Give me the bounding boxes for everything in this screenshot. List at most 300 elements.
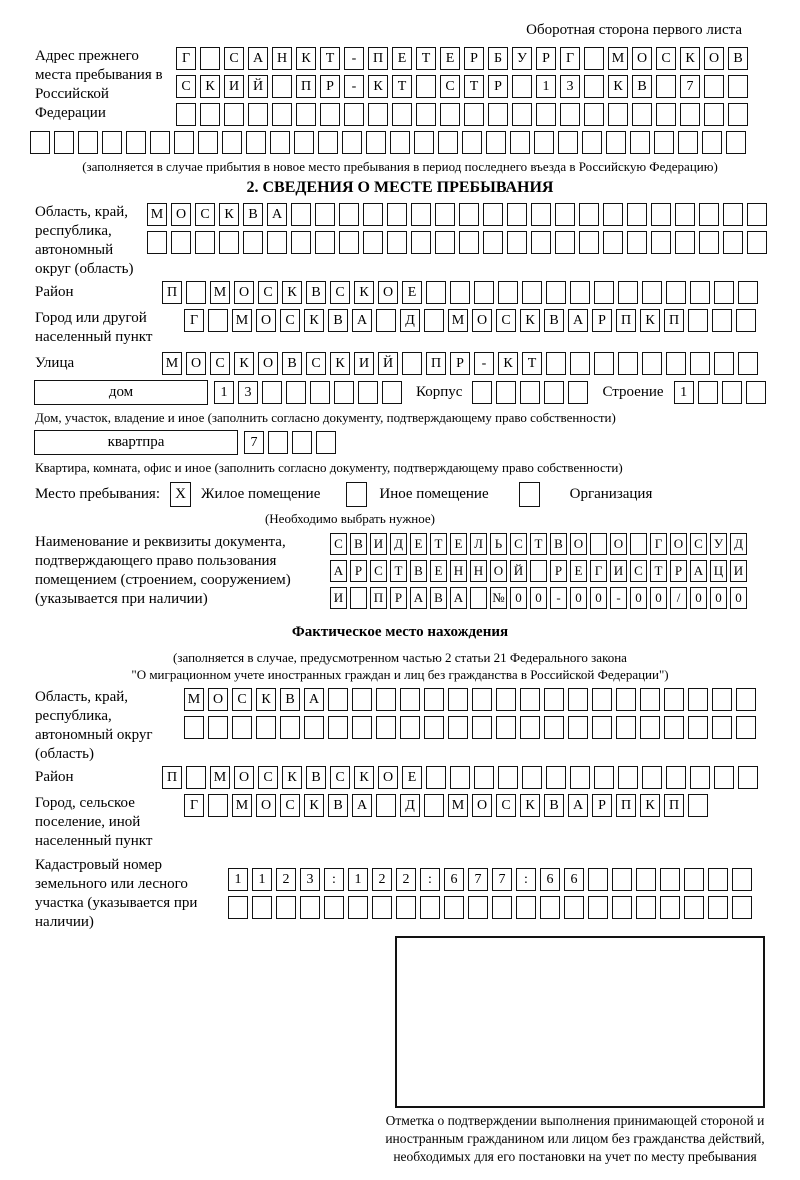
char-cell[interactable] — [396, 896, 416, 919]
char-cell[interactable]: А — [568, 309, 588, 332]
char-cell[interactable]: О — [472, 309, 492, 332]
char-cell[interactable] — [636, 896, 656, 919]
char-cell[interactable] — [376, 716, 396, 739]
char-cell[interactable]: С — [330, 533, 347, 555]
char-cell[interactable] — [726, 131, 746, 154]
char-cell[interactable] — [272, 75, 292, 98]
char-cell[interactable]: К — [330, 352, 350, 375]
char-cell[interactable] — [126, 131, 146, 154]
char-cell[interactable]: Й — [378, 352, 398, 375]
char-cell[interactable] — [640, 688, 660, 711]
char-cell[interactable] — [690, 352, 710, 375]
char-cell[interactable]: П — [664, 794, 684, 817]
char-cell[interactable] — [444, 896, 464, 919]
char-cell[interactable]: А — [450, 587, 467, 609]
char-cell[interactable] — [510, 131, 530, 154]
char-cell[interactable] — [276, 896, 296, 919]
char-cell[interactable] — [520, 716, 540, 739]
char-cell[interactable] — [390, 131, 410, 154]
char-cell[interactable]: 6 — [564, 868, 584, 891]
char-cell[interactable] — [558, 131, 578, 154]
char-cell[interactable]: О — [704, 47, 724, 70]
char-cell[interactable] — [256, 716, 276, 739]
char-cell[interactable]: И — [370, 533, 387, 555]
char-cell[interactable] — [270, 131, 290, 154]
char-cell[interactable]: М — [162, 352, 182, 375]
char-cell[interactable]: В — [410, 560, 427, 582]
char-cell[interactable] — [316, 431, 336, 454]
char-cell[interactable] — [474, 766, 494, 789]
char-cell[interactable] — [496, 688, 516, 711]
char-cell[interactable]: 3 — [560, 75, 580, 98]
char-cell[interactable]: О — [378, 281, 398, 304]
char-cell[interactable] — [544, 688, 564, 711]
char-cell[interactable] — [488, 103, 508, 126]
char-cell[interactable]: Е — [440, 47, 460, 70]
char-cell[interactable] — [708, 868, 728, 891]
char-cell[interactable]: - — [550, 587, 567, 609]
char-cell[interactable] — [664, 716, 684, 739]
char-cell[interactable] — [262, 381, 282, 404]
char-cell[interactable]: У — [512, 47, 532, 70]
char-cell[interactable] — [666, 766, 686, 789]
char-cell[interactable]: А — [690, 560, 707, 582]
char-cell[interactable]: К — [256, 688, 276, 711]
char-cell[interactable] — [618, 766, 638, 789]
char-cell[interactable]: О — [256, 309, 276, 332]
char-cell[interactable] — [294, 131, 314, 154]
char-cell[interactable]: № — [490, 587, 507, 609]
char-cell[interactable]: С — [630, 560, 647, 582]
char-cell[interactable] — [228, 896, 248, 919]
char-cell[interactable] — [555, 231, 575, 254]
char-cell[interactable]: Е — [450, 533, 467, 555]
char-cell[interactable] — [608, 103, 628, 126]
char-cell[interactable]: В — [544, 794, 564, 817]
char-cell[interactable]: Е — [570, 560, 587, 582]
char-cell[interactable] — [470, 587, 487, 609]
char-cell[interactable] — [568, 688, 588, 711]
char-cell[interactable]: А — [267, 203, 287, 226]
char-cell[interactable] — [424, 794, 444, 817]
char-cell[interactable]: Р — [536, 47, 556, 70]
char-cell[interactable]: Б — [488, 47, 508, 70]
char-cell[interactable] — [594, 766, 614, 789]
char-cell[interactable] — [664, 688, 684, 711]
char-cell[interactable]: М — [184, 688, 204, 711]
char-cell[interactable]: 1 — [674, 381, 694, 404]
char-cell[interactable] — [520, 381, 540, 404]
char-cell[interactable] — [414, 131, 434, 154]
char-cell[interactable] — [606, 131, 626, 154]
char-cell[interactable] — [348, 896, 368, 919]
char-cell[interactable]: К — [368, 75, 388, 98]
residence-checkbox-zhiloe[interactable]: X — [170, 482, 191, 507]
char-cell[interactable]: К — [640, 794, 660, 817]
char-cell[interactable] — [690, 766, 710, 789]
char-cell[interactable] — [584, 103, 604, 126]
char-cell[interactable] — [520, 688, 540, 711]
char-cell[interactable] — [248, 103, 268, 126]
char-cell[interactable] — [426, 766, 446, 789]
char-cell[interactable] — [698, 381, 718, 404]
char-cell[interactable] — [616, 716, 636, 739]
char-cell[interactable] — [350, 587, 367, 609]
char-cell[interactable] — [592, 716, 612, 739]
char-cell[interactable]: Ц — [710, 560, 727, 582]
char-cell[interactable]: - — [474, 352, 494, 375]
char-cell[interactable] — [315, 231, 335, 254]
char-cell[interactable]: 1 — [228, 868, 248, 891]
char-cell[interactable] — [603, 203, 623, 226]
char-cell[interactable]: Г — [184, 794, 204, 817]
char-cell[interactable] — [352, 688, 372, 711]
char-cell[interactable]: И — [610, 560, 627, 582]
char-cell[interactable] — [450, 281, 470, 304]
char-cell[interactable] — [688, 688, 708, 711]
char-cell[interactable]: 2 — [396, 868, 416, 891]
char-cell[interactable]: С — [690, 533, 707, 555]
char-cell[interactable] — [320, 103, 340, 126]
char-cell[interactable] — [296, 103, 316, 126]
char-cell[interactable] — [544, 381, 564, 404]
char-cell[interactable] — [315, 203, 335, 226]
char-cell[interactable] — [642, 766, 662, 789]
char-cell[interactable] — [612, 868, 632, 891]
char-cell[interactable]: О — [610, 533, 627, 555]
char-cell[interactable] — [627, 231, 647, 254]
char-cell[interactable]: П — [616, 309, 636, 332]
char-cell[interactable] — [387, 231, 407, 254]
char-cell[interactable] — [222, 131, 242, 154]
char-cell[interactable] — [544, 716, 564, 739]
char-cell[interactable]: А — [352, 309, 372, 332]
char-cell[interactable] — [150, 131, 170, 154]
char-cell[interactable] — [424, 309, 444, 332]
char-cell[interactable]: Д — [400, 309, 420, 332]
char-cell[interactable]: И — [730, 560, 747, 582]
char-cell[interactable]: Т — [390, 560, 407, 582]
char-cell[interactable] — [603, 231, 623, 254]
char-cell[interactable]: 0 — [530, 587, 547, 609]
char-cell[interactable]: К — [219, 203, 239, 226]
char-cell[interactable]: Е — [402, 281, 422, 304]
char-cell[interactable] — [195, 231, 215, 254]
char-cell[interactable]: О — [256, 794, 276, 817]
char-cell[interactable]: И — [224, 75, 244, 98]
char-cell[interactable] — [712, 309, 732, 332]
char-cell[interactable]: П — [370, 587, 387, 609]
char-cell[interactable]: И — [330, 587, 347, 609]
char-cell[interactable]: : — [324, 868, 344, 891]
char-cell[interactable] — [411, 231, 431, 254]
char-cell[interactable]: И — [354, 352, 374, 375]
char-cell[interactable] — [200, 47, 220, 70]
char-cell[interactable]: М — [147, 203, 167, 226]
char-cell[interactable]: О — [490, 560, 507, 582]
char-cell[interactable] — [680, 103, 700, 126]
char-cell[interactable]: В — [280, 688, 300, 711]
char-cell[interactable]: 6 — [444, 868, 464, 891]
char-cell[interactable] — [594, 352, 614, 375]
char-cell[interactable] — [363, 231, 383, 254]
char-cell[interactable] — [198, 131, 218, 154]
char-cell[interactable] — [579, 203, 599, 226]
char-cell[interactable] — [200, 103, 220, 126]
char-cell[interactable] — [450, 766, 470, 789]
char-cell[interactable] — [568, 381, 588, 404]
char-cell[interactable] — [630, 533, 647, 555]
char-cell[interactable]: В — [544, 309, 564, 332]
char-cell[interactable]: С — [510, 533, 527, 555]
char-cell[interactable] — [472, 688, 492, 711]
char-cell[interactable] — [368, 103, 388, 126]
char-cell[interactable]: К — [200, 75, 220, 98]
char-cell[interactable] — [304, 716, 324, 739]
char-cell[interactable]: Т — [464, 75, 484, 98]
char-cell[interactable] — [176, 103, 196, 126]
char-cell[interactable] — [339, 203, 359, 226]
char-cell[interactable] — [416, 75, 436, 98]
char-cell[interactable]: О — [171, 203, 191, 226]
char-cell[interactable]: 0 — [630, 587, 647, 609]
char-cell[interactable]: В — [430, 587, 447, 609]
char-cell[interactable]: С — [258, 766, 278, 789]
char-cell[interactable] — [627, 203, 647, 226]
char-cell[interactable]: 0 — [690, 587, 707, 609]
char-cell[interactable]: Р — [390, 587, 407, 609]
char-cell[interactable] — [292, 431, 312, 454]
char-cell[interactable] — [147, 231, 167, 254]
char-cell[interactable]: 1 — [214, 381, 234, 404]
char-cell[interactable] — [708, 896, 728, 919]
char-cell[interactable] — [358, 381, 378, 404]
char-cell[interactable] — [570, 766, 590, 789]
char-cell[interactable]: Е — [430, 560, 447, 582]
residence-checkbox-inoe[interactable] — [346, 482, 367, 507]
char-cell[interactable] — [392, 103, 412, 126]
char-cell[interactable] — [723, 203, 743, 226]
char-cell[interactable] — [546, 352, 566, 375]
char-cell[interactable] — [208, 794, 228, 817]
char-cell[interactable] — [579, 231, 599, 254]
char-cell[interactable]: Р — [450, 352, 470, 375]
char-cell[interactable] — [411, 203, 431, 226]
char-cell[interactable]: К — [354, 281, 374, 304]
char-cell[interactable] — [675, 231, 695, 254]
char-cell[interactable] — [522, 766, 542, 789]
char-cell[interactable] — [492, 896, 512, 919]
char-cell[interactable] — [186, 766, 206, 789]
char-cell[interactable]: Т — [320, 47, 340, 70]
char-cell[interactable] — [310, 381, 330, 404]
char-cell[interactable] — [400, 688, 420, 711]
char-cell[interactable]: С — [330, 766, 350, 789]
char-cell[interactable] — [534, 131, 554, 154]
char-cell[interactable] — [632, 103, 652, 126]
char-cell[interactable]: М — [608, 47, 628, 70]
char-cell[interactable] — [507, 231, 527, 254]
char-cell[interactable] — [291, 203, 311, 226]
char-cell[interactable] — [736, 309, 756, 332]
char-cell[interactable] — [171, 231, 191, 254]
char-cell[interactable]: 2 — [276, 868, 296, 891]
char-cell[interactable]: Г — [176, 47, 196, 70]
char-cell[interactable]: : — [516, 868, 536, 891]
char-cell[interactable] — [675, 203, 695, 226]
char-cell[interactable]: Р — [320, 75, 340, 98]
char-cell[interactable]: С — [280, 794, 300, 817]
char-cell[interactable]: Е — [402, 766, 422, 789]
char-cell[interactable] — [318, 131, 338, 154]
char-cell[interactable] — [570, 352, 590, 375]
char-cell[interactable]: Т — [650, 560, 667, 582]
char-cell[interactable]: : — [420, 868, 440, 891]
char-cell[interactable] — [268, 431, 288, 454]
char-cell[interactable]: М — [448, 794, 468, 817]
char-cell[interactable] — [280, 716, 300, 739]
char-cell[interactable] — [588, 868, 608, 891]
char-cell[interactable]: М — [448, 309, 468, 332]
char-cell[interactable]: 1 — [348, 868, 368, 891]
char-cell[interactable] — [594, 281, 614, 304]
char-cell[interactable]: П — [368, 47, 388, 70]
char-cell[interactable]: А — [352, 794, 372, 817]
char-cell[interactable] — [546, 281, 566, 304]
char-cell[interactable] — [376, 688, 396, 711]
char-cell[interactable]: В — [282, 352, 302, 375]
char-cell[interactable] — [722, 381, 742, 404]
char-cell[interactable]: Е — [410, 533, 427, 555]
char-cell[interactable]: Т — [430, 533, 447, 555]
char-cell[interactable]: К — [608, 75, 628, 98]
char-cell[interactable]: Д — [400, 794, 420, 817]
char-cell[interactable] — [291, 231, 311, 254]
char-cell[interactable]: П — [296, 75, 316, 98]
char-cell[interactable]: С — [370, 560, 387, 582]
char-cell[interactable] — [732, 896, 752, 919]
char-cell[interactable] — [496, 381, 516, 404]
char-cell[interactable] — [300, 896, 320, 919]
char-cell[interactable]: К — [520, 794, 540, 817]
char-cell[interactable]: С — [306, 352, 326, 375]
char-cell[interactable] — [660, 896, 680, 919]
char-cell[interactable] — [736, 716, 756, 739]
char-cell[interactable]: В — [306, 766, 326, 789]
char-cell[interactable] — [616, 688, 636, 711]
char-cell[interactable] — [560, 103, 580, 126]
char-cell[interactable] — [712, 688, 732, 711]
char-cell[interactable] — [272, 103, 292, 126]
char-cell[interactable] — [435, 231, 455, 254]
char-cell[interactable] — [387, 203, 407, 226]
char-cell[interactable]: 0 — [590, 587, 607, 609]
char-cell[interactable] — [363, 203, 383, 226]
char-cell[interactable]: Е — [392, 47, 412, 70]
char-cell[interactable]: Д — [390, 533, 407, 555]
char-cell[interactable] — [656, 75, 676, 98]
char-cell[interactable]: О — [258, 352, 278, 375]
char-cell[interactable] — [651, 203, 671, 226]
char-cell[interactable] — [738, 352, 758, 375]
char-cell[interactable]: 7 — [492, 868, 512, 891]
char-cell[interactable] — [516, 896, 536, 919]
char-cell[interactable] — [540, 896, 560, 919]
char-cell[interactable] — [440, 103, 460, 126]
char-cell[interactable] — [570, 281, 590, 304]
char-cell[interactable]: Д — [730, 533, 747, 555]
char-cell[interactable] — [342, 131, 362, 154]
char-cell[interactable] — [736, 688, 756, 711]
char-cell[interactable]: О — [378, 766, 398, 789]
char-cell[interactable] — [426, 281, 446, 304]
char-cell[interactable] — [712, 716, 732, 739]
char-cell[interactable] — [186, 281, 206, 304]
char-cell[interactable]: С — [258, 281, 278, 304]
char-cell[interactable] — [208, 309, 228, 332]
char-cell[interactable] — [618, 281, 638, 304]
kvartira-box[interactable]: квартпра — [34, 430, 238, 455]
char-cell[interactable] — [328, 688, 348, 711]
char-cell[interactable]: 0 — [730, 587, 747, 609]
char-cell[interactable]: Н — [470, 560, 487, 582]
char-cell[interactable] — [498, 281, 518, 304]
char-cell[interactable] — [666, 281, 686, 304]
char-cell[interactable] — [464, 103, 484, 126]
char-cell[interactable] — [714, 352, 734, 375]
char-cell[interactable] — [660, 868, 680, 891]
char-cell[interactable] — [640, 716, 660, 739]
char-cell[interactable]: В — [306, 281, 326, 304]
char-cell[interactable] — [612, 896, 632, 919]
char-cell[interactable]: 2 — [372, 868, 392, 891]
char-cell[interactable] — [564, 896, 584, 919]
char-cell[interactable]: Г — [560, 47, 580, 70]
char-cell[interactable] — [376, 794, 396, 817]
char-cell[interactable] — [366, 131, 386, 154]
char-cell[interactable] — [746, 381, 766, 404]
char-cell[interactable]: Н — [272, 47, 292, 70]
char-cell[interactable]: В — [243, 203, 263, 226]
char-cell[interactable] — [714, 766, 734, 789]
char-cell[interactable]: Г — [590, 560, 607, 582]
char-cell[interactable] — [732, 868, 752, 891]
char-cell[interactable] — [424, 716, 444, 739]
char-cell[interactable] — [738, 281, 758, 304]
char-cell[interactable]: К — [296, 47, 316, 70]
char-cell[interactable] — [656, 103, 676, 126]
char-cell[interactable]: / — [670, 587, 687, 609]
char-cell[interactable] — [590, 533, 607, 555]
char-cell[interactable] — [584, 47, 604, 70]
char-cell[interactable] — [184, 716, 204, 739]
char-cell[interactable]: С — [656, 47, 676, 70]
char-cell[interactable]: 0 — [650, 587, 667, 609]
char-cell[interactable] — [704, 103, 724, 126]
char-cell[interactable]: П — [162, 281, 182, 304]
char-cell[interactable] — [684, 868, 704, 891]
char-cell[interactable]: А — [568, 794, 588, 817]
char-cell[interactable] — [243, 231, 263, 254]
char-cell[interactable]: К — [304, 794, 324, 817]
char-cell[interactable] — [420, 896, 440, 919]
char-cell[interactable] — [468, 896, 488, 919]
char-cell[interactable]: Р — [592, 794, 612, 817]
char-cell[interactable] — [728, 103, 748, 126]
char-cell[interactable] — [555, 203, 575, 226]
char-cell[interactable]: А — [410, 587, 427, 609]
char-cell[interactable]: М — [210, 281, 230, 304]
